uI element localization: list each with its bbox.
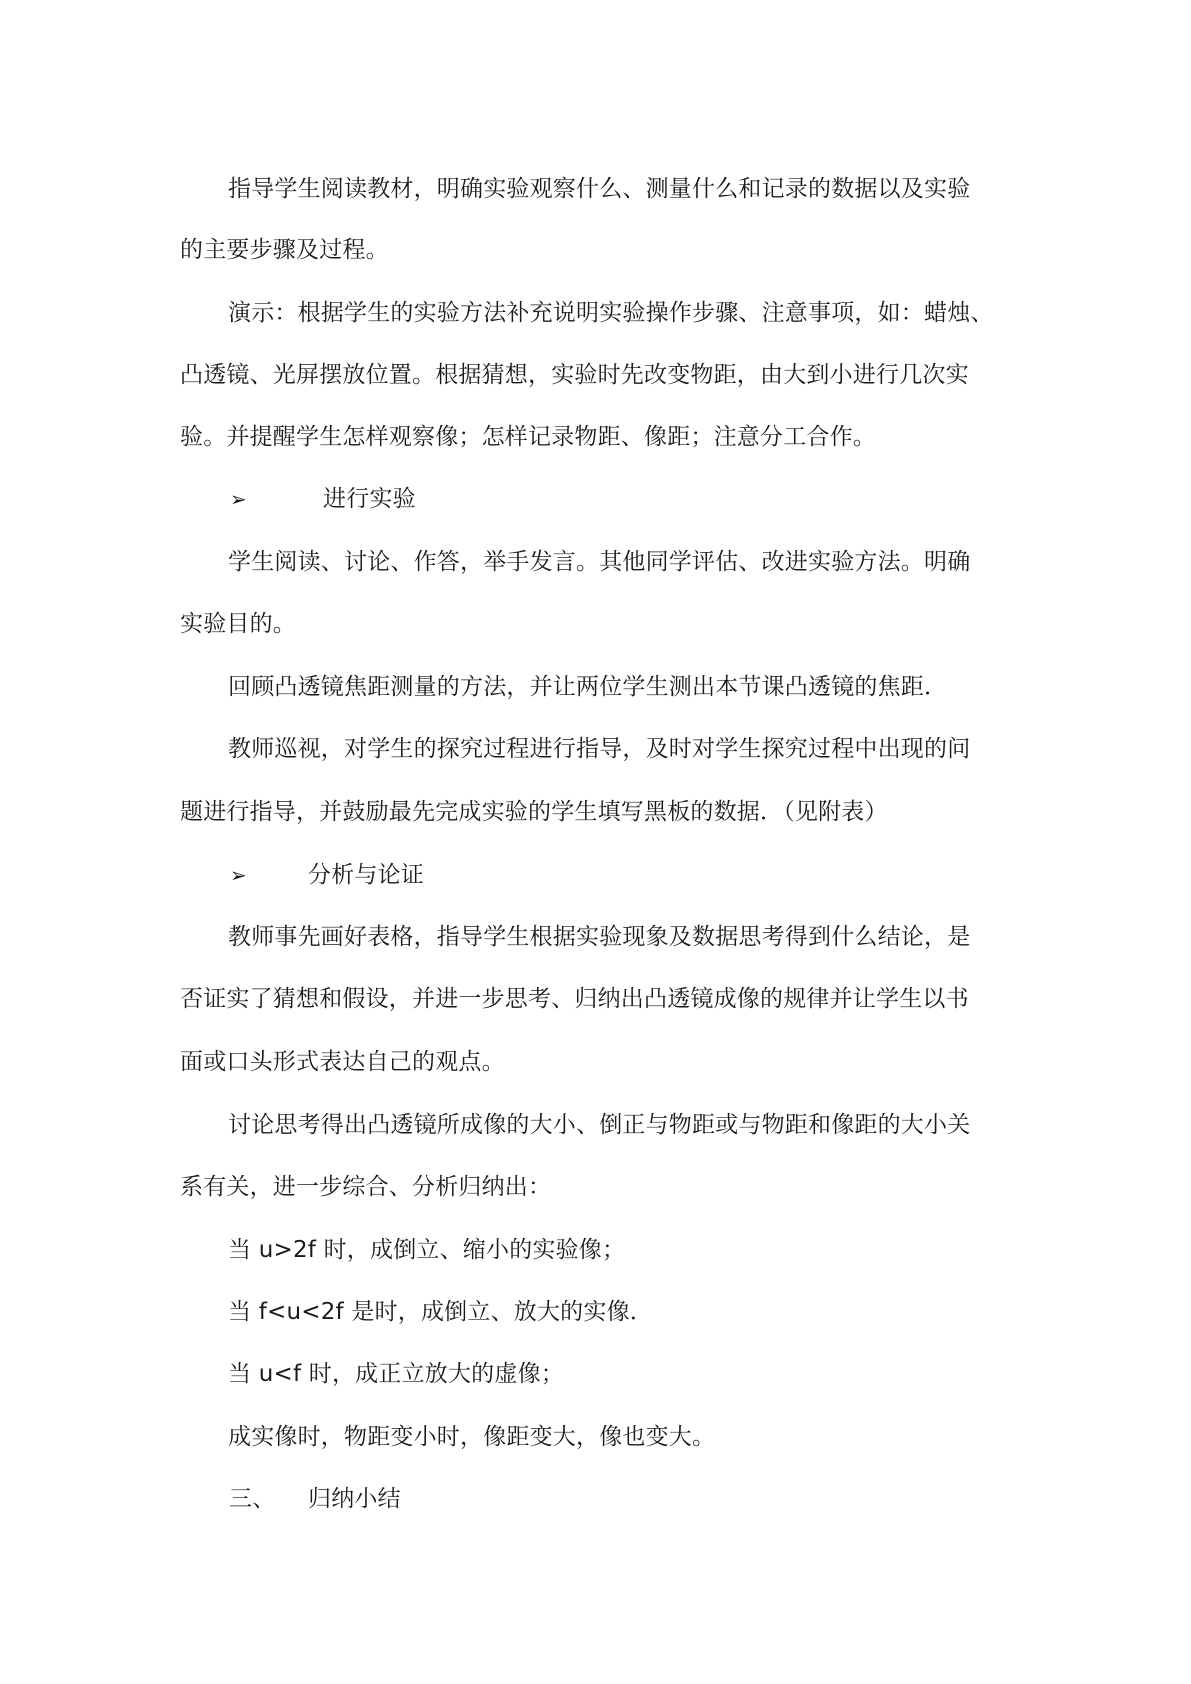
paragraph-7-line-2: 系有关，进一步综合、分析归纳出： [180,1174,552,1200]
paragraph-6-line-1: 教师事先画好表格，指导学生根据实验现象及数据思考得到什么结论，是 [228,924,971,950]
paragraph-2-line-2: 凸透镜、光屏摆放位置。根据猜想，实验时先改变物距，由大到小进行几次实 [180,362,969,388]
heading-analysis-argument: 分析与论证 [308,862,424,888]
paragraph-3-line-2: 实验目的。 [180,611,296,637]
paragraph-5-line-1: 教师巡视，对学生的探究过程进行指导，及时对学生探究过程中出现的问 [228,736,971,762]
paragraph-1-line-1: 指导学生阅读教材，明确实验观察什么、测量什么和记录的数据以及实验 [228,176,971,202]
paragraph-6-line-2: 否证实了猜想和假设，并进一步思考、归纳出凸透镜成像的规律并让学生以书 [180,986,969,1012]
section-number: 三、 [229,1486,276,1512]
paragraph-2-line-1: 演示：根据学生的实验方法补充说明实验操作步骤、注意事项，如：蜡烛、 [228,300,994,326]
paragraph-4-line-1: 回顾凸透镜焦距测量的方法，并让两位学生测出本节课凸透镜的焦距． [228,674,948,700]
paragraph-1-line-2: 的主要步骤及过程。 [180,237,389,263]
bullet-arrow-icon: ➢ [230,863,247,887]
heading-conduct-experiment: 进行实验 [323,486,416,512]
section-title: 归纳小结 [308,1486,401,1512]
rule-1: 当 u>2f 时，成倒立、缩小的实验像； [228,1237,626,1263]
rule-4: 成实像时，物距变小时，像距变大，像也变大。 [228,1424,716,1450]
paragraph-3-line-1: 学生阅读、讨论、作答，举手发言。其他同学评估、改进实验方法。明确 [228,549,971,575]
paragraph-5-line-2: 题进行指导，并鼓励最先完成实验的学生填写黑板的数据．（见附表） [180,799,888,825]
paragraph-7-line-1: 讨论思考得出凸透镜所成像的大小、倒正与物距或与物距和像距的大小关 [228,1112,971,1138]
bullet-arrow-icon: ➢ [230,487,247,511]
rule-2: 当 f<u<2f 是时，成倒立、放大的实像． [228,1299,653,1325]
paragraph-6-line-3: 面或口头形式表达自己的观点。 [180,1049,505,1075]
rule-3: 当 u<f 时，成正立放大的虚像； [228,1361,564,1387]
paragraph-2-line-3: 验。并提醒学生怎样观察像；怎样记录物距、像距；注意分工合作。 [180,424,876,450]
